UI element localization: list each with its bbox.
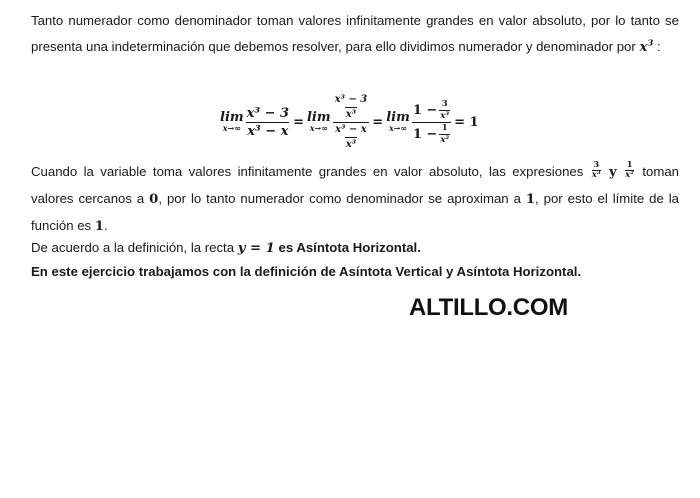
divisor-variable: $x^3$ — [639, 38, 654, 55]
fraction-divided: $\frac{\frac{\text{x³ − 3}}{\text{x³}}}{\frac{\text{x³ − x}}{\text{x³}}}$ — [334, 93, 368, 150]
conclusion-paragraph: En este ejercicio trabajamos con la definición de Asíntota Vertical y Asíntota Horizontal. — [31, 264, 582, 279]
lim-operator-1: lim x→∞ — [220, 110, 244, 133]
expression-3-over-x3: $\frac{3}{\text{x³}}$ — [591, 160, 601, 181]
altillo-logo: ALTILLO.COM — [409, 294, 568, 321]
definition-paragraph: De acuerdo a la definición, la recta y = 1 es Asíntota Horizontal. — [31, 240, 421, 256]
fraction-simplified: 1 − $\frac{3}{\text{x³}}$ 1 − $\frac{1}{\text{x²}}$ — [412, 98, 450, 145]
equation-result: = 1 — [454, 114, 479, 130]
horizontal-asymptote-formula: y = 1 — [237, 241, 275, 256]
intro-paragraph: Tanto numerador como denominador toman valores infinitamente grandes en valor absoluto, por lo tanto se presenta una indeterminación que debemos resolver, para ello dividimos numerador y denominador por $x^3$ : — [31, 13, 679, 55]
limit-equation: lim x→∞ $\frac{\text{x³ − 3}}{\text{x³ − x}}$ = lim x→∞ $\frac{\frac{\text{x³ − 3}}{\text{x³}}}{\frac{\text{x³ − x}}{\text{x³}}}$ = lim x→∞ 1 − $\frac{3}{\text{x³}}$ 1 − $\frac{1}{\text{x²}}$ = 1 — [220, 93, 479, 150]
lim-operator-2: lim x→∞ — [306, 110, 331, 133]
explanation-paragraph: Cuando la variable toma valores infinitamente grandes en valor absoluto, las expresiones $\frac{3}{\text{x³}}$ y $\frac{1}{\text{x²}}$ toman valores cercanos a 0, por lo tanto numerador como denominador se aproximan a 1, por esto el límite de la función es 1. — [31, 160, 680, 234]
lim-operator-3: lim x→∞ — [386, 110, 410, 133]
expression-1-over-x2: $\frac{1}{\text{x²}}$ — [625, 160, 634, 181]
fraction-original: $\frac{\text{x³ − 3}}{\text{x³ − x}}$ — [246, 105, 290, 139]
